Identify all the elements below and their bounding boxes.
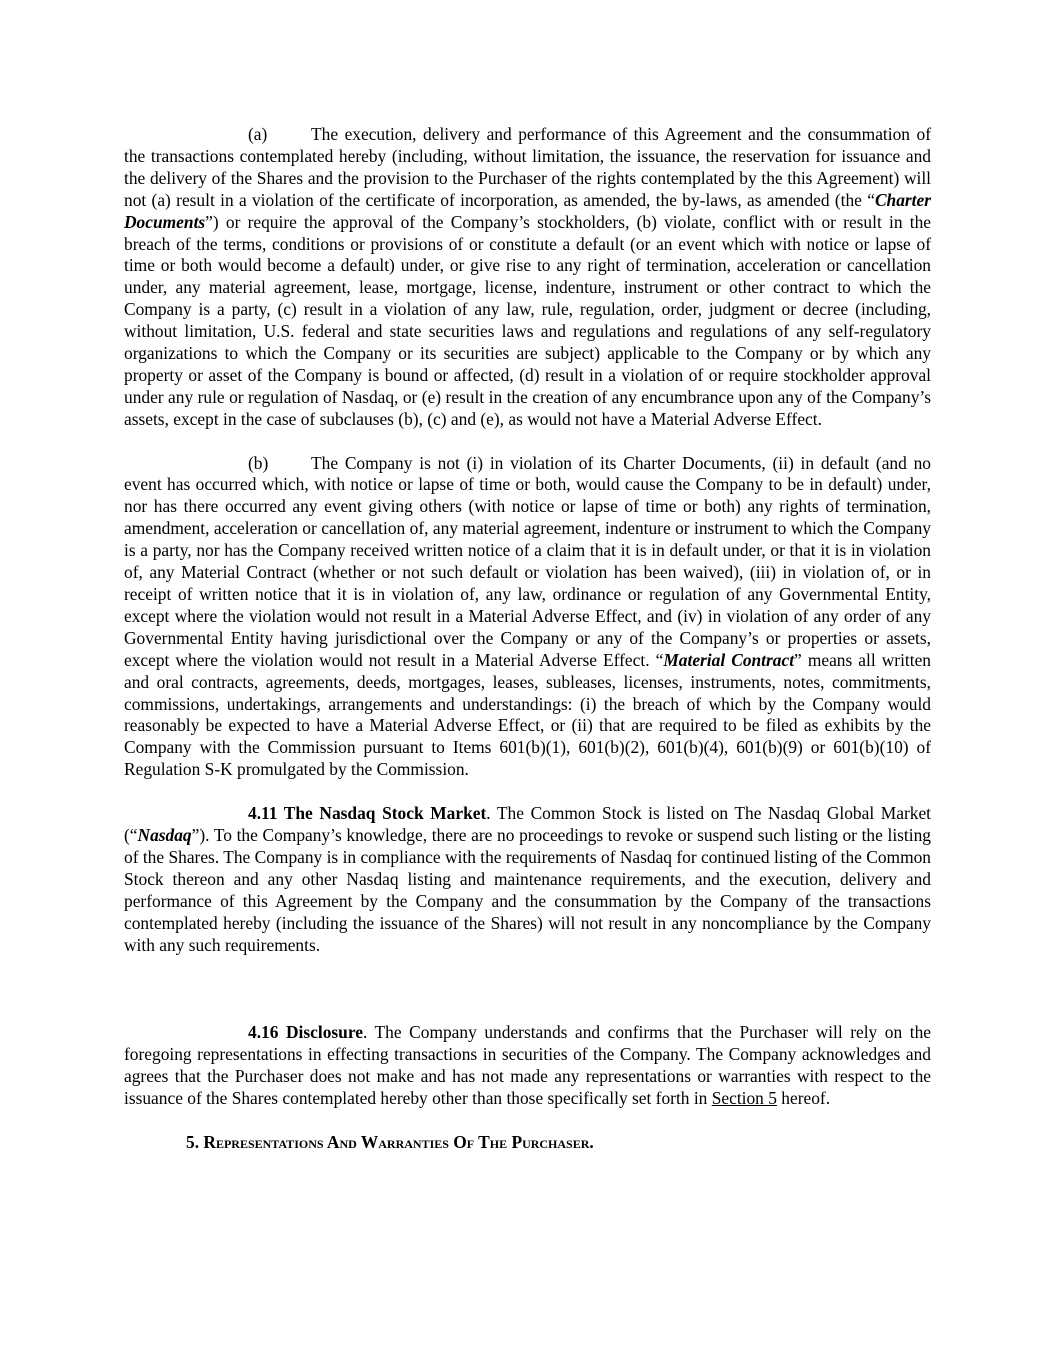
paragraph-b	[124, 453, 931, 782]
section-5-heading: 5. Representations And Warranties Of The Purchaser.	[186, 1132, 594, 1153]
section-4-11-text-2: ”). To the Company’s knowledge, there are no proceedings to revoke or suspend such listing or the listing of the Shares. The Company is in compliance with the requirements of Nasdaq for continued listing of the Common Stock thereon and any other Nasdaq listing and maintenance requirements, and the execution, delivery and performance of this Agreement by the Company and the consummation by the Company of the transactions contemplated hereby (including the issuance of the Shares) will not result in any noncompliance by the Company with any such requirements.	[124, 824, 931, 955]
paragraph-b-label: (b)	[248, 452, 269, 473]
document-page	[124, 124, 931, 1154]
paragraph-a	[124, 124, 931, 431]
paragraph-b-text-2: ” means all written and oral contracts, agreements, deeds, mortgages, leases, subleases, licenses, instruments, notes, commitments, commissions, undertakings, arrangements and understandings: (i) the breach of which by the Company would reasonably be expected to have a Material Adverse Effect, or (ii) that are required to be filed as exhibits by the Company with the Commission pursuant to Items 601(b)(1), 601(b)(2), 601(b)(4), 601(b)(9) or 601(b)(10) of Regulation S-K promulgated by the Commission.	[124, 649, 932, 780]
section-4-11-text-1: . The Common Stock is listed on The Nasdaq Global Market (“	[124, 803, 931, 845]
charter-documents-term: Charter Documents	[124, 189, 931, 232]
section-4-16-heading: 4.16 Disclosure	[248, 1022, 363, 1043]
material-contract-term: Material Contract	[663, 649, 795, 670]
section-4-11	[124, 803, 931, 956]
section-4-11-heading: 4.11 The Nasdaq Stock Market	[248, 803, 487, 824]
section-4-16-text-1: . The Company understands and confirms that the Purchaser will rely on the foregoing representations in effecting transactions in securities of the Company. The Company acknowledges and agrees that the Purchaser does not make and has not made any representations or warranties with respect to the issuance of the Shares contemplated hereby other than those specifically set forth in	[124, 1022, 931, 1109]
section-5-reference: Section 5	[711, 1088, 777, 1109]
paragraph-b-text-1: The Company is not (i) in violation of its Charter Documents, (ii) in default (and no event has occurred which, with notice or lapse of time or both, would cause the Company to be in default) under, nor has there occurred any event giving others (with notice or lapse of time or both) any rights of termination, amendment, acceleration or cancellation of, any material agreement, indenture or instrument to which the Company is a party, nor has the Company received written notice of a claim that it is in default under, or that it is in violation of, any Material Contract (whether or not such default or violation has been waived), (iii) in violation of, or in receipt of written notice that it is in violation of, any law, ordinance or regulation of any Governmental Entity, except where the violation would not result in a Material Adverse Effect, and (iv) in violation of any order of any Governmental Entity having jurisdictional over the Company or any of the Company’s or properties or assets, except where the violation would not result in a Material Adverse Effect. “	[124, 452, 931, 670]
paragraph-a-text-2: ”) or require the approval of the Company’s stockholders, (b) violate, conflict with or result in the breach of the terms, conditions or provisions of or constitute a default (or an event which with notice or lapse of time or both would become a default) under, or give rise to any right of termination, acceleration or cancellation under, any material agreement, lease, mortgage, license, indenture, instrument or other contract to which the Company is a party, (c) result in a violation of any law, rule, regulation, order, judgment or decree (including, without limitation, U.S. federal and state securities laws and regulations and regulations of any self-regulatory organizations to which the Company or its securities are subject) applicable to the Company or by which any property or asset of the Company is bound or affected, (d) result in a violation of or require stockholder approval under any rule or regulation of Nasdaq, or (e) result in the creation of any encumbrance upon any of the Company’s assets, except in the case of subclauses (b), (c) and (e), as would not have a Material Adverse Effect.	[124, 211, 931, 429]
paragraph-a-text-1: The execution, delivery and performance of this Agreement and the consummation of the transactions contemplated hereby (including, without limitation, the issuance, the reservation for issuance and the delivery of the Shares and the provision to the Purchaser of the rights contemplated by the this Agreement) will not (a) result in a violation of the certificate of incorporation, as amended, the by-laws, as amended (the “	[124, 124, 931, 210]
section-4-16-text-2: hereof.	[776, 1088, 831, 1109]
section-4-16	[124, 1022, 931, 1110]
paragraph-a-label: (a)	[248, 124, 268, 144]
nasdaq-term: Nasdaq	[137, 824, 192, 845]
